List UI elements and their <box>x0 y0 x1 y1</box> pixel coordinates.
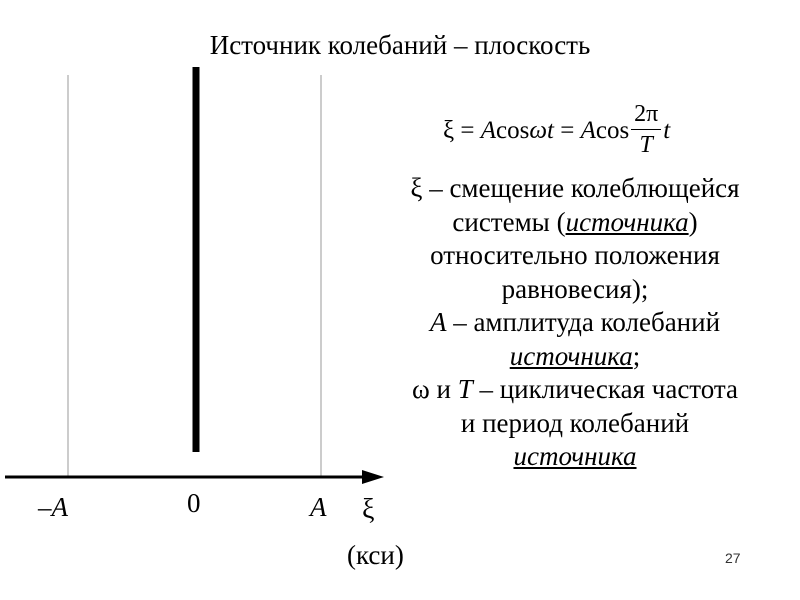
fraction-numerator: 2π <box>634 101 659 127</box>
formula-fraction <box>631 101 661 158</box>
formula-equals-2: = <box>553 117 581 145</box>
formula-amplitude-2: A <box>580 117 596 145</box>
formula-omega-t: ωt <box>529 117 554 145</box>
line5-rest: – амплитуда колебаний <box>446 307 721 337</box>
amplitude-symbol: A <box>429 307 447 337</box>
line7-rest: – циклическая частота <box>472 374 739 404</box>
formula-time: t <box>663 117 671 145</box>
a-label: A <box>310 492 327 522</box>
formula-amplitude-1: A <box>480 117 497 145</box>
explanation-line-7 <box>370 373 780 407</box>
slide-title: Источник колебаний – плоскость <box>209 30 591 60</box>
explanation-line-2 <box>370 206 780 240</box>
formula-lhs: ξ = <box>443 117 481 145</box>
explanation-line-9 <box>370 440 780 474</box>
source-link-1[interactable]: источника <box>565 206 689 237</box>
page-number: 27 <box>725 550 741 566</box>
source-link-3[interactable]: источника <box>513 441 637 471</box>
line2-pre: системы ( <box>452 206 566 237</box>
line6-post: ; <box>632 340 641 371</box>
explanation-line-5 <box>370 306 780 340</box>
zero-label: 0 <box>187 488 201 518</box>
fraction-denominator: T <box>639 132 653 158</box>
formula-cos-1: cos <box>496 117 530 145</box>
explanation-line-6 <box>370 340 780 374</box>
line2-post: ) <box>688 206 698 237</box>
formula-cos-2: cos <box>595 117 630 145</box>
omega-and: ω и <box>411 374 458 404</box>
xi-label: ξ <box>362 494 375 525</box>
minus-a-label: –A <box>38 492 68 522</box>
fraction-bar <box>631 129 661 130</box>
ksi-label: (кси) <box>347 540 404 570</box>
explanation-line-1: ξ – смещение колеблющейся <box>410 173 740 203</box>
explanation-line-8: и период колебаний <box>460 407 690 438</box>
source-link-2[interactable]: источника <box>509 340 633 371</box>
explanation-text <box>370 172 780 474</box>
period-symbol: T <box>457 374 473 404</box>
explanation-line-4: равновесия); <box>501 273 649 304</box>
explanation-line-3: относительно положения <box>430 240 720 270</box>
